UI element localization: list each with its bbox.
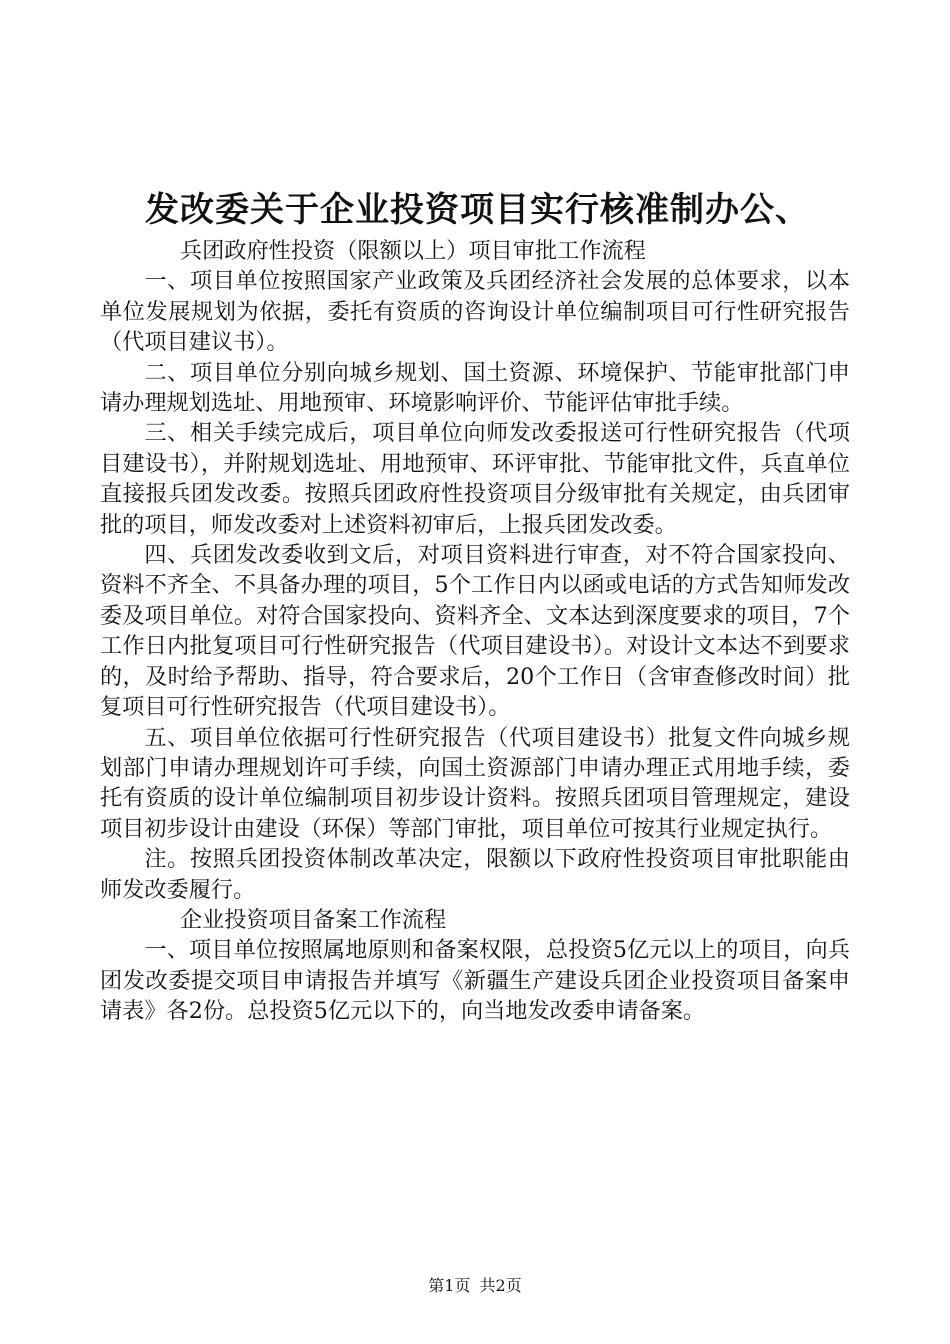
paragraph: 一、项目单位按照国家产业政策及兵团经济社会发展的总体要求，以本单位发展规划为依据，委托有资质的咨询设计单位编制项目可行性研究报告（代项目建议书）。	[100, 268, 850, 356]
section-heading: 兵团政府性投资（限额以上）项目审批工作流程	[179, 238, 646, 264]
paragraph: 一、项目单位按照属地原则和备案权限，总投资5亿元以上的项目，向兵团发改委提交项目申请报告并填写《新疆生产建设兵团企业投资项目备案申请表》各2份。总投资5亿元以下的，向当地发改委申请备案。	[100, 937, 850, 1025]
page-number: 第1页	[428, 1276, 471, 1295]
paragraph: 三、相关手续完成后，项目单位向师发改委报送可行性研究报告（代项目建设书），并附规划选址、用地预审、环评审批、节能审批文件，兵直单位直接报兵团发改委。按照兵团政府性投资项目分级审批有关规定，由兵团审批的项目，师发改委对上述资料初审后，上报兵团发改委。	[100, 420, 850, 538]
document-body	[100, 236, 850, 1027]
page-footer	[0, 1276, 950, 1296]
document-title: 发改委关于企业投资项目实行核准制办公、	[145, 190, 810, 230]
section-heading: 企业投资项目备案工作流程	[179, 906, 447, 933]
note-paragraph: 注。按照兵团投资体制改革决定，限额以下政府性投资项目审批职能由师发改委履行。	[100, 846, 850, 903]
paragraph: 五、项目单位依据可行性研究报告（代项目建设书）批复文件向城乡规划部门申请办理规划许可手续，向国土资源部门申请办理正式用地手续，委托有资质的设计单位编制项目初步设计资料。按照兵团项目管理规定，建设项目初步设计由建设（环保）等部门审批，项目单位可按其行业规定执行。	[100, 724, 850, 842]
paragraph: 四、兵团发改委收到文后，对项目资料进行审查，对不符合国家投向、资料不齐全、不具备办理的项目，5个工作日内以函或电话的方式告知师发改委及项目单位。对符合国家投向、资料齐全、文本达到深度要求的项目，7个工作日内批复项目可行性研究报告（代项目建设书）。对设计文本达不到要求的，及时给予帮助、指导，符合要求后，20个工作日（含审查修改时间）批复项目可行性研究报告（代项目建设书）。	[100, 542, 850, 721]
page-total: 共2页	[479, 1276, 522, 1295]
paragraph: 二、项目单位分别向城乡规划、国土资源、环境保护、节能审批部门申请办理规划选址、用地预审、环境影响评价、节能评估审批手续。	[100, 359, 850, 417]
